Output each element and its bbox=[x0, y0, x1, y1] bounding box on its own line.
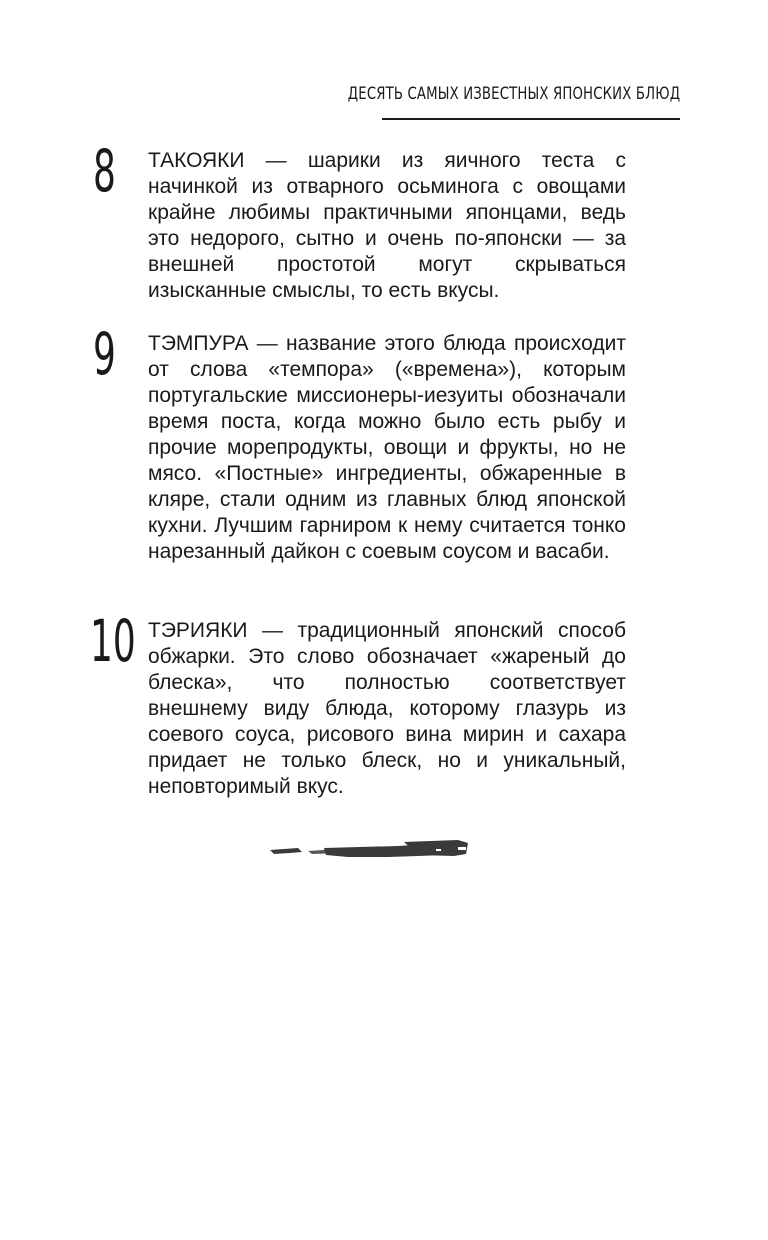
entry-text: ТЭРИЯКИ — традиционный японский способ обжарки. Это слово обозначает «жареный до блеска», что полностью соответствует внешнему виду блюда, которому глазурь из соевого соуса, рисового вина мирин и сахара придает не только блеск, но и уникальный, неповторимый вкус. bbox=[148, 619, 626, 798]
entry-number: 10 bbox=[90, 607, 136, 675]
entry-text: ТАКОЯКИ — шарики из яичного теста с начинкой из отварного осьминога с овощами крайне любимы практичными японцами, ведь это недорого, сытно и очень по-японски — за внешней простотой могут скрываться изысканные смыслы, то есть вкусы. bbox=[148, 149, 626, 302]
entry-number: 8 bbox=[93, 137, 116, 205]
entry-text: ТЭМПУРА — название этого блюда происходит от слова «темпора» («времена»), которым португальские миссионеры-иезуиты обозначали время поста, когда можно было есть рыбу и прочие морепродукты, овощи и фрукты, но не мясо. «Постные» ингредиенты, обжаренные в кляре, стали одним из главных блюд японской кухни. Лучшим гарниром к нему считается тонко нарезанный дайкон с соевым соусом и васаби. bbox=[148, 332, 626, 563]
header-rule bbox=[382, 118, 680, 120]
brush-stroke-ornament-icon bbox=[268, 838, 470, 862]
entry-number: 9 bbox=[93, 320, 116, 388]
running-header: ДЕСЯТЬ САМЫХ ИЗВЕСТНЫХ ЯПОНСКИХ БЛЮД bbox=[347, 84, 680, 104]
